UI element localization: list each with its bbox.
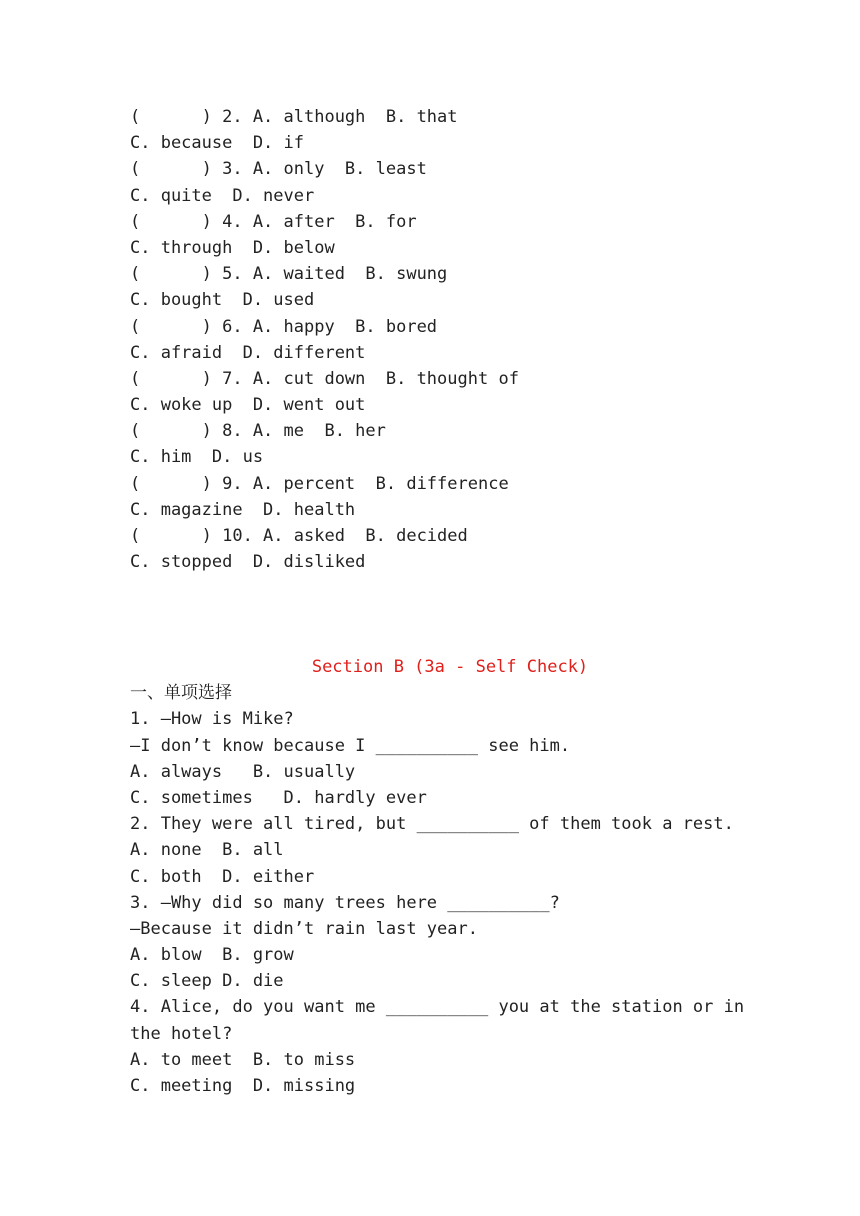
cloze-options-line: C. bought D. used xyxy=(130,290,315,311)
section-title: Section B (3a - Self Check) xyxy=(311,657,589,677)
cloze-options-line: C. through D. below xyxy=(130,237,335,258)
cloze-item-10 xyxy=(130,523,750,575)
cloze-options-line: C. quite D. never xyxy=(130,185,315,206)
question-line: 2. They were all tired, but __________ of them took a rest. xyxy=(130,814,734,835)
cloze-item-7 xyxy=(130,366,750,418)
cloze-options-line: C. because D. if xyxy=(130,133,304,154)
option-line: C. sleep D. die xyxy=(130,971,284,992)
question-line: —Because it didn’t rain last year. xyxy=(130,918,478,939)
option-line: C. meeting D. missing xyxy=(130,1076,356,1096)
cloze-options-line: C. woke up D. went out xyxy=(130,395,366,416)
option-line: C. both D. either xyxy=(130,866,315,887)
cloze-question-line: ( ) 2. A. although B. that xyxy=(130,107,458,127)
question-line: —I don’t know because I __________ see him. xyxy=(130,735,571,756)
question-3 xyxy=(130,890,750,995)
cloze-options-line: C. him D. us xyxy=(130,447,264,468)
section-b-block xyxy=(130,654,750,1099)
question-1 xyxy=(130,706,750,811)
option-line: A. blow B. grow xyxy=(130,945,294,966)
cloze-options-block xyxy=(130,104,750,575)
cloze-options-line: C. stopped D. disliked xyxy=(130,552,366,573)
cloze-item-2 xyxy=(130,104,750,156)
question-line: 4. Alice, do you want me __________ you at the station or in xyxy=(130,997,745,1018)
question-4 xyxy=(130,994,750,1099)
cloze-item-4 xyxy=(130,209,750,261)
option-line: A. always B. usually xyxy=(130,761,356,782)
cloze-options-line: C. afraid D. different xyxy=(130,342,366,363)
cloze-question-line: ( ) 7. A. cut down B. thought of xyxy=(130,368,519,389)
cloze-item-5 xyxy=(130,261,750,313)
question-line: 3. —Why did so many trees here __________? xyxy=(130,892,560,913)
option-line: C. sometimes D. hardly ever xyxy=(130,787,427,808)
question-line: the hotel? xyxy=(130,1023,233,1044)
cloze-item-8 xyxy=(130,418,750,470)
cloze-item-3 xyxy=(130,156,750,208)
option-line: A. none B. all xyxy=(130,840,284,861)
cloze-item-6 xyxy=(130,314,750,366)
question-2 xyxy=(130,811,750,890)
cloze-options-line: C. magazine D. health xyxy=(130,499,356,520)
cloze-item-9 xyxy=(130,471,750,523)
cloze-question-line: ( ) 9. A. percent B. difference xyxy=(130,473,509,494)
question-line: 1. —How is Mike? xyxy=(130,709,294,730)
cloze-question-line: ( ) 6. A. happy B. bored xyxy=(130,316,438,337)
cloze-question-line: ( ) 4. A. after B. for xyxy=(130,211,417,232)
cloze-question-line: ( ) 10. A. asked B. decided xyxy=(130,526,468,546)
cloze-question-line: ( ) 8. A. me B. her xyxy=(130,421,386,442)
cloze-question-line: ( ) 3. A. only B. least xyxy=(130,159,427,180)
section-heading: 一、单项选择 xyxy=(130,683,232,704)
option-line: A. to meet B. to miss xyxy=(130,1049,356,1070)
cloze-question-line: ( ) 5. A. waited B. swung xyxy=(130,264,448,285)
